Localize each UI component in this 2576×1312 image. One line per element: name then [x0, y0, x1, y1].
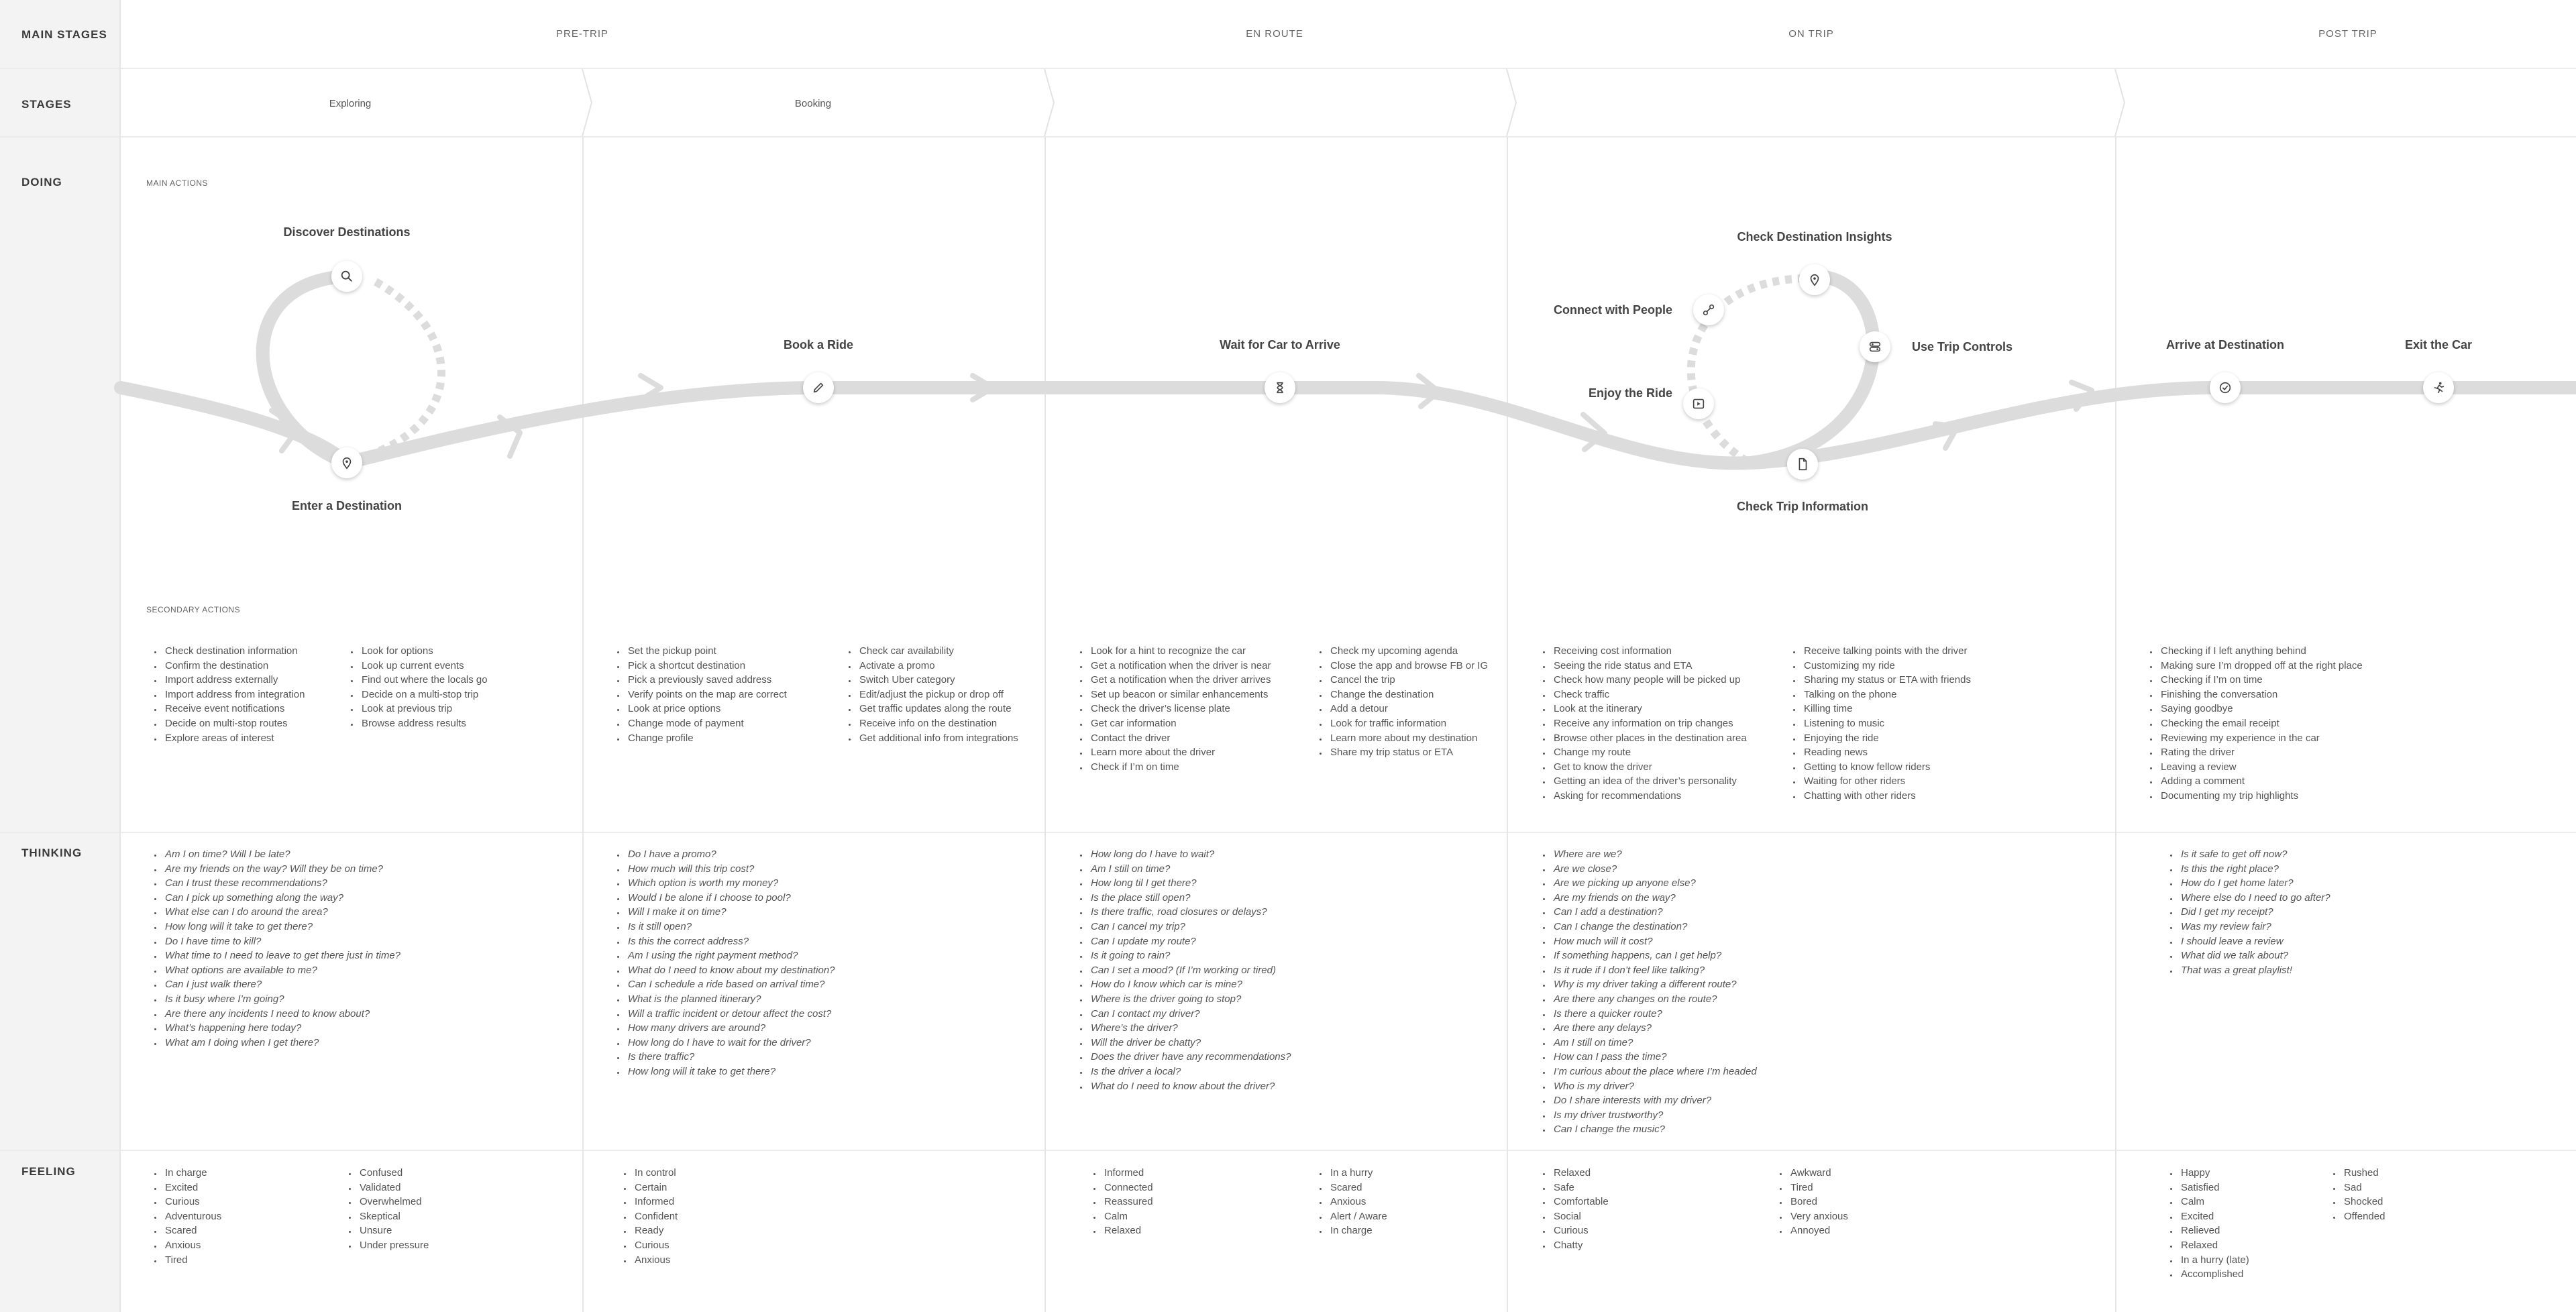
list-item: • Receive any information on trip changes — [1551, 716, 1747, 731]
list-item: • What’s happening here today? — [162, 1021, 400, 1036]
list-item: • Activate a promo — [857, 659, 1018, 673]
list-item: • Look at the itinerary — [1551, 702, 1747, 716]
list-item: • Is it safe to get off now? — [2178, 847, 2330, 862]
node-label-discover: Discover Destinations — [283, 225, 411, 239]
list-item: • Add a detour — [1328, 702, 1488, 716]
list-item: • Is it rude if I don’t feel like talking? — [1551, 963, 1757, 978]
list-item: • Verify points on the map are correct — [625, 688, 787, 702]
controls-toggle-icon — [1868, 339, 1882, 354]
secondary-actions-en-route-a — [1073, 644, 1271, 774]
list-item: • Pick a shortcut destination — [625, 659, 787, 673]
node-label-enter: Enter a Destination — [291, 499, 402, 512]
node-label-wait: Wait for Car to Arrive — [1220, 338, 1340, 351]
list-item: • In charge — [1328, 1223, 1387, 1238]
row-label-main-stages: MAIN STAGES — [21, 28, 107, 41]
list-item: • Can I schedule a ride based on arrival time? — [625, 977, 835, 992]
list-item: • Is it busy where I’m going? — [162, 992, 400, 1007]
secondary-actions-pre-trip-b — [344, 644, 488, 731]
check-trip-information-node[interactable] — [1787, 449, 1818, 480]
list-item: • Learn more about the driver — [1088, 745, 1271, 760]
list-item: • Close the app and browse FB or IG — [1328, 659, 1488, 673]
list-item: • Decide on a multi-stop trip — [359, 688, 488, 702]
list-item: • Can I update my route? — [1088, 934, 1291, 949]
list-item: • Are there any changes on the route? — [1551, 992, 1757, 1007]
list-item: • Very anxious — [1788, 1209, 1848, 1224]
list-item: • Explore areas of interest — [162, 731, 305, 746]
feeling-on-trip-a — [1536, 1166, 1609, 1253]
feeling-post-trip-b — [2326, 1166, 2385, 1223]
list-item: • Which option is worth my money? — [625, 876, 835, 891]
list-item: • Are my friends on the way? Will they be on time? — [162, 862, 400, 877]
list-item: • I’m curious about the place where I’m headed — [1551, 1064, 1757, 1079]
people-route-icon — [1701, 303, 1716, 317]
journey-path — [0, 0, 2576, 604]
feeling-en-route-b — [1313, 1166, 1387, 1238]
secondary-actions-post-trip — [2143, 644, 2363, 804]
list-item: • Is it still open? — [625, 920, 835, 934]
list-item: • Can I add a destination? — [1551, 905, 1757, 920]
node-label-controls: Use Trip Controls — [1912, 340, 2013, 353]
feeling-on-trip-b — [1773, 1166, 1848, 1238]
list-item: • Can I change the music? — [1551, 1122, 1757, 1137]
list-item: • Confirm the destination — [162, 659, 305, 673]
list-item: • Get to know the driver — [1551, 760, 1747, 775]
list-item: • Satisfied — [2178, 1181, 2249, 1195]
feeling-booking — [617, 1166, 678, 1267]
list-item: • Where is the driver going to stop? — [1088, 992, 1291, 1007]
list-item: • Are my friends on the way? — [1551, 891, 1757, 906]
list-item: • Chatty — [1551, 1238, 1609, 1253]
node-label-insights: Check Destination Insights — [1737, 230, 1892, 243]
list-item: • Scared — [162, 1223, 221, 1238]
list-item: • In a hurry — [1328, 1166, 1387, 1181]
list-item: • Is the driver a local? — [1088, 1064, 1291, 1079]
list-item: • How long do I have to wait? — [1088, 847, 1291, 862]
list-item: • Can I just walk there? — [162, 977, 400, 992]
row-label-feeling: FEELING — [21, 1165, 76, 1178]
list-item: • Comfortable — [1551, 1195, 1609, 1209]
list-item: • Waiting for other riders — [1801, 774, 1971, 789]
thinking-en-route — [1073, 847, 1291, 1093]
row-label-stages: STAGES — [21, 98, 72, 111]
list-item: • Will I make it on time? — [625, 905, 835, 920]
list-item: • Receive info on the destination — [857, 716, 1018, 731]
list-item: • Unsure — [357, 1223, 429, 1238]
list-item: • Anxious — [632, 1253, 678, 1268]
list-item: • Confident — [632, 1209, 678, 1224]
list-item: • Reviewing my experience in the car — [2158, 731, 2363, 746]
list-item: • Pick a previously saved address — [625, 673, 787, 688]
list-item: • Receive event notifications — [162, 702, 305, 716]
list-item: • Bored — [1788, 1195, 1848, 1209]
list-item: • What is the planned itinerary? — [625, 992, 835, 1007]
thinking-pre-trip — [148, 847, 400, 1050]
play-icon — [1691, 396, 1706, 411]
feeling-post-trip-a — [2163, 1166, 2249, 1282]
list-item: • Relaxed — [1102, 1223, 1153, 1238]
list-item: • Learn more about my destination — [1328, 731, 1488, 746]
discover-destinations-node[interactable] — [331, 261, 362, 292]
list-item: • Customizing my ride — [1801, 659, 1971, 673]
list-item: • Where are we? — [1551, 847, 1757, 862]
secondary-actions-pre-trip-a — [148, 644, 305, 745]
list-item: • Will the driver be chatty? — [1088, 1036, 1291, 1050]
list-item: • Adventurous — [162, 1209, 221, 1224]
list-item: • How long til I get there? — [1088, 876, 1291, 891]
list-item: • Is the place still open? — [1088, 891, 1291, 906]
list-item: • Awkward — [1788, 1166, 1848, 1181]
list-item: • Tired — [162, 1253, 221, 1268]
secondary-actions-on-trip-a — [1536, 644, 1747, 804]
secondary-actions-booking-b — [842, 644, 1018, 745]
list-item: • How long will it take to get there? — [162, 920, 400, 934]
list-item: • Can I cancel my trip? — [1088, 920, 1291, 934]
search-icon — [339, 269, 354, 284]
list-item: • Informed — [1102, 1166, 1153, 1181]
list-item: • Browse address results — [359, 716, 488, 731]
list-item: • Seeing the ride status and ETA — [1551, 659, 1747, 673]
list-item: • Does the driver have any recommendations? — [1088, 1050, 1291, 1064]
list-item: • In charge — [162, 1166, 221, 1181]
list-item: • Is there a quicker route? — [1551, 1007, 1757, 1022]
list-item: • Check the driver’s license plate — [1088, 702, 1271, 716]
main-stage-en-route: EN ROUTE — [1246, 28, 1303, 40]
list-item: • Look at price options — [625, 702, 787, 716]
list-item: • How much will it cost? — [1551, 934, 1757, 949]
row-label-doing: DOING — [21, 176, 62, 188]
list-item: • Saying goodbye — [2158, 702, 2363, 716]
list-item: • Rushed — [2341, 1166, 2385, 1181]
list-item: • Would I be alone if I choose to pool? — [625, 891, 835, 906]
list-item: • Excited — [2178, 1209, 2249, 1224]
list-item: • Are we close? — [1551, 862, 1757, 877]
list-item: • Rating the driver — [2158, 745, 2363, 760]
list-item: • Am I on time? Will I be late? — [162, 847, 400, 862]
list-item: • Decide on multi-stop routes — [162, 716, 305, 731]
list-item: • Change profile — [625, 731, 787, 746]
list-item: • Reading news — [1801, 745, 1971, 760]
list-item: • In a hurry (late) — [2178, 1253, 2249, 1268]
list-item: • Getting to know fellow riders — [1801, 760, 1971, 775]
list-item: • Receiving cost information — [1551, 644, 1747, 659]
list-item: • Find out where the locals go — [359, 673, 488, 688]
list-item: • Sad — [2341, 1181, 2385, 1195]
list-item: • Checking the email receipt — [2158, 716, 2363, 731]
feeling-pre-trip-b — [342, 1166, 429, 1253]
list-item: • Change mode of payment — [625, 716, 787, 731]
list-item: • Checking if I’m on time — [2158, 673, 2363, 688]
list-item: • Sharing my status or ETA with friends — [1801, 673, 1971, 688]
list-item: • Look for traffic information — [1328, 716, 1488, 731]
list-item: • Leaving a review — [2158, 760, 2363, 775]
running-person-icon — [2431, 380, 2446, 395]
use-trip-controls-node[interactable] — [1860, 331, 1890, 362]
list-item: • Did I get my receipt? — [2178, 905, 2330, 920]
list-item: • Chatting with other riders — [1801, 789, 1971, 804]
list-item: • Get traffic updates along the route — [857, 702, 1018, 716]
secondary-actions-booking-a — [610, 644, 787, 745]
list-item: • How many drivers are around? — [625, 1021, 835, 1036]
list-item: • Documenting my trip highlights — [2158, 789, 2363, 804]
list-item: • What do I need to know about the driver? — [1088, 1079, 1291, 1094]
list-item: • What time to I need to leave to get there just in time? — [162, 948, 400, 963]
list-item: • Shocked — [2341, 1195, 2385, 1209]
secondary-actions-on-trip-b — [1786, 644, 1971, 804]
list-item: • Import address from integration — [162, 688, 305, 702]
list-item: • How can I pass the time? — [1551, 1050, 1757, 1064]
list-item: • What else can I do around the area? — [162, 905, 400, 920]
list-item: • Do I have a promo? — [625, 847, 835, 862]
list-item: • Do I share interests with my driver? — [1551, 1093, 1757, 1108]
list-item: • Listening to music — [1801, 716, 1971, 731]
list-item: • Check traffic — [1551, 688, 1747, 702]
list-item: • Calm — [2178, 1195, 2249, 1209]
secondary-actions-caption: SECONDARY ACTIONS — [146, 605, 241, 614]
list-item: • Curious — [162, 1195, 221, 1209]
list-item: • Check destination information — [162, 644, 305, 659]
list-item: • Get car information — [1088, 716, 1271, 731]
main-stage-post-trip: POST TRIP — [2318, 28, 2377, 40]
main-stage-pre-trip: PRE-TRIP — [555, 28, 609, 40]
list-item: • Contact the driver — [1088, 731, 1271, 746]
list-item: • Anxious — [1328, 1195, 1387, 1209]
list-item: • Is there traffic? — [625, 1050, 835, 1064]
list-item: • Informed — [632, 1195, 678, 1209]
list-item: • Scared — [1328, 1181, 1387, 1195]
list-item: • Look up current events — [359, 659, 488, 673]
list-item: • Relaxed — [1551, 1166, 1609, 1181]
list-item: • Set the pickup point — [625, 644, 787, 659]
list-item: • Check car availability — [857, 644, 1018, 659]
map-pin-icon — [339, 455, 354, 470]
list-item: • Receive talking points with the driver — [1801, 644, 1971, 659]
list-item: • Making sure I’m dropped off at the right place — [2158, 659, 2363, 673]
stage-exploring: Exploring — [329, 98, 372, 109]
list-item: • Get a notification when the driver arrives — [1088, 673, 1271, 688]
node-label-book: Book a Ride — [783, 338, 854, 351]
list-item: • Is my driver trustworthy? — [1551, 1108, 1757, 1123]
node-label-enjoy: Enjoy the Ride — [1588, 386, 1672, 400]
list-item: • How do I know which car is mine? — [1088, 977, 1291, 992]
row-divider — [0, 1150, 2576, 1151]
secondary-actions-en-route-b — [1313, 644, 1488, 760]
list-item: • Accomplished — [2178, 1267, 2249, 1282]
list-item: • Will a traffic incident or detour affect the cost? — [625, 1007, 835, 1022]
list-item: • Calm — [1102, 1209, 1153, 1224]
list-item: • Are there any incidents I need to know about? — [162, 1007, 400, 1022]
list-item: • That was a great playlist! — [2178, 963, 2330, 978]
book-ride-node[interactable] — [803, 372, 834, 403]
list-item: • Look at previous trip — [359, 702, 488, 716]
list-item: • Is it going to rain? — [1088, 948, 1291, 963]
list-item: • Switch Uber category — [857, 673, 1018, 688]
list-item: • Curious — [1551, 1223, 1609, 1238]
list-item: • Am I using the right payment method? — [625, 948, 835, 963]
list-item: • Checking if I left anything behind — [2158, 644, 2363, 659]
list-item: • Relieved — [2178, 1223, 2249, 1238]
stage-booking: Booking — [794, 98, 832, 109]
list-item: • Am I still on time? — [1088, 862, 1291, 877]
list-item: • Is this the right place? — [2178, 862, 2330, 877]
row-label-thinking: THINKING — [21, 846, 83, 859]
list-item: • Is this the correct address? — [625, 934, 835, 949]
list-item: • Browse other places in the destination area — [1551, 731, 1747, 746]
list-item: • Asking for recommendations — [1551, 789, 1747, 804]
list-item: • Change my route — [1551, 745, 1747, 760]
check-circle-icon — [2218, 380, 2233, 395]
list-item: • Social — [1551, 1209, 1609, 1224]
list-item: • Look for a hint to recognize the car — [1088, 644, 1271, 659]
list-item: • How much will this trip cost? — [625, 862, 835, 877]
list-item: • Can I contact my driver? — [1088, 1007, 1291, 1022]
list-item: • Confused — [357, 1166, 429, 1181]
list-item: • Change the destination — [1328, 688, 1488, 702]
feeling-en-route-a — [1087, 1166, 1153, 1238]
list-item: • Validated — [357, 1181, 429, 1195]
thinking-booking — [610, 847, 835, 1079]
list-item: • Look for options — [359, 644, 488, 659]
list-item: • How long will it take to get there? — [625, 1064, 835, 1079]
exit-the-car-node[interactable] — [2423, 372, 2454, 403]
list-item: • Enjoying the ride — [1801, 731, 1971, 746]
check-destination-insights-node[interactable] — [1799, 264, 1830, 295]
list-item: • Killing time — [1801, 702, 1971, 716]
main-actions-caption: MAIN ACTIONS — [146, 178, 209, 188]
pencil-icon — [811, 380, 826, 395]
list-item: • Under pressure — [357, 1238, 429, 1253]
list-item: • Adding a comment — [2158, 774, 2363, 789]
hourglass-icon — [1273, 380, 1287, 395]
list-item: • Edit/adjust the pickup or drop off — [857, 688, 1018, 702]
list-item: • Overwhelmed — [357, 1195, 429, 1209]
thinking-on-trip — [1536, 847, 1757, 1137]
list-item: • Was my review fair? — [2178, 920, 2330, 934]
list-item: • Reassured — [1102, 1195, 1153, 1209]
list-item: • Set up beacon or similar enhancements — [1088, 688, 1271, 702]
node-label-connect: Connect with People — [1553, 303, 1672, 317]
list-item: • Check how many people will be picked up — [1551, 673, 1747, 688]
list-item: • Do I have time to kill? — [162, 934, 400, 949]
list-item: • What do I need to know about my destination? — [625, 963, 835, 978]
list-item: • Where’s the driver? — [1088, 1021, 1291, 1036]
feeling-pre-trip-a — [148, 1166, 221, 1267]
list-item: • Tired — [1788, 1181, 1848, 1195]
list-item: • I should leave a review — [2178, 934, 2330, 949]
node-label-arrive: Arrive at Destination — [2165, 338, 2285, 351]
list-item: • Are there any delays? — [1551, 1021, 1757, 1036]
document-icon — [1795, 457, 1810, 472]
list-item: • Anxious — [162, 1238, 221, 1253]
list-item: • Safe — [1551, 1181, 1609, 1195]
row-divider — [0, 832, 2576, 833]
location-marker-icon — [1807, 272, 1822, 287]
list-item: • How long do I have to wait for the driver? — [625, 1036, 835, 1050]
list-item: • Share my trip status or ETA — [1328, 745, 1488, 760]
list-item: • Getting an idea of the driver’s personality — [1551, 774, 1747, 789]
list-item: • Relaxed — [2178, 1238, 2249, 1253]
list-item: • Where else do I need to go after? — [2178, 891, 2330, 906]
list-item: • Finishing the conversation — [2158, 688, 2363, 702]
list-item: • Get a notification when the driver is near — [1088, 659, 1271, 673]
list-item: • Curious — [632, 1238, 678, 1253]
enter-destination-node[interactable] — [331, 447, 362, 478]
list-item: • In control — [632, 1166, 678, 1181]
list-item: • Cancel the trip — [1328, 673, 1488, 688]
list-item: • Check my upcoming agenda — [1328, 644, 1488, 659]
list-item: • If something happens, can I get help? — [1551, 948, 1757, 963]
main-stage-on-trip: ON TRIP — [1788, 28, 1834, 40]
connect-with-people-node[interactable] — [1693, 294, 1724, 325]
list-item: • Can I trust these recommendations? — [162, 876, 400, 891]
wait-for-car-node[interactable] — [1265, 372, 1295, 403]
list-item: • Certain — [632, 1181, 678, 1195]
list-item: • What am I doing when I get there? — [162, 1036, 400, 1050]
list-item: • Ready — [632, 1223, 678, 1238]
list-item: • Skeptical — [357, 1209, 429, 1224]
list-item: • Excited — [162, 1181, 221, 1195]
list-item: • How do I get home later? — [2178, 876, 2330, 891]
list-item: • Is there traffic, road closures or delays? — [1088, 905, 1291, 920]
list-item: • Offended — [2341, 1209, 2385, 1224]
list-item: • Can I set a mood? (If I’m working or tired) — [1088, 963, 1291, 978]
node-label-exit: Exit the Car — [2404, 338, 2473, 351]
list-item: • Am I still on time? — [1551, 1036, 1757, 1050]
list-item: • Get additional info from integrations — [857, 731, 1018, 746]
node-label-trip-info: Check Trip Information — [1736, 500, 1869, 513]
list-item: • Who is my driver? — [1551, 1079, 1757, 1094]
list-item: • Can I pick up something along the way? — [162, 891, 400, 906]
list-item: • Check if I’m on time — [1088, 760, 1271, 775]
list-item: • Are we picking up anyone else? — [1551, 876, 1757, 891]
list-item: • Happy — [2178, 1166, 2249, 1181]
thinking-post-trip — [2163, 847, 2330, 977]
enjoy-the-ride-node[interactable] — [1683, 388, 1714, 419]
list-item: • Import address externally — [162, 673, 305, 688]
list-item: • What did we talk about? — [2178, 948, 2330, 963]
list-item: • Connected — [1102, 1181, 1153, 1195]
list-item: • Talking on the phone — [1801, 688, 1971, 702]
list-item: • Alert / Aware — [1328, 1209, 1387, 1224]
list-item: • Can I change the destination? — [1551, 920, 1757, 934]
list-item: • Why is my driver taking a different route? — [1551, 977, 1757, 992]
list-item: • What options are available to me? — [162, 963, 400, 978]
list-item: • Annoyed — [1788, 1223, 1848, 1238]
arrive-at-destination-node[interactable] — [2210, 372, 2241, 403]
